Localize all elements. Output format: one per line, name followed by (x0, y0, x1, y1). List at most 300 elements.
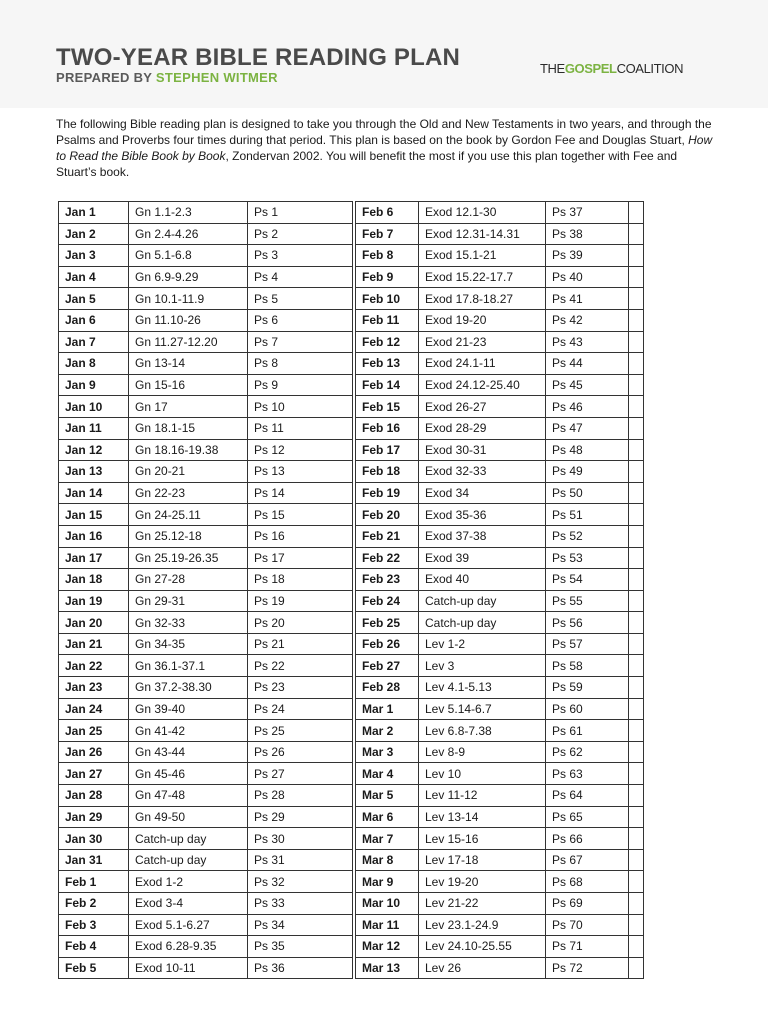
date-cell: Feb 6 (356, 202, 419, 224)
checkbox-cell[interactable] (629, 957, 644, 979)
reading-plan-table (58, 201, 644, 979)
reading-cell: Lev 13-14 (419, 806, 546, 828)
psalm-cell: Ps 62 (546, 741, 629, 763)
date-cell: Feb 26 (356, 633, 419, 655)
date-cell: Feb 20 (356, 504, 419, 526)
checkbox-cell[interactable] (629, 590, 644, 612)
reading-cell: Gn 6.9-9.29 (129, 266, 248, 288)
psalm-cell: Ps 56 (546, 612, 629, 634)
reading-cell: Gn 32-33 (129, 612, 248, 634)
table-row (59, 871, 644, 893)
psalm-cell: Ps 28 (248, 785, 353, 807)
reading-cell: Exod 35-36 (419, 504, 546, 526)
reading-cell: Exod 12.31-14.31 (419, 223, 546, 245)
reading-cell: Gn 25.12-18 (129, 525, 248, 547)
date-cell: Mar 1 (356, 698, 419, 720)
date-cell: Jan 4 (59, 266, 129, 288)
psalm-cell: Ps 6 (248, 309, 353, 331)
psalm-cell: Ps 4 (248, 266, 353, 288)
psalm-cell: Ps 48 (546, 439, 629, 461)
reading-cell: Lev 17-18 (419, 849, 546, 871)
psalm-cell: Ps 53 (546, 547, 629, 569)
table-row (59, 245, 644, 267)
reading-cell: Gn 24-25.11 (129, 504, 248, 526)
table-row (59, 612, 644, 634)
date-cell: Jan 11 (59, 417, 129, 439)
reading-cell: Gn 37.2-38.30 (129, 677, 248, 699)
table-row (59, 590, 644, 612)
psalm-cell: Ps 72 (546, 957, 629, 979)
table-row (59, 914, 644, 936)
psalm-cell: Ps 70 (546, 914, 629, 936)
reading-cell: Gn 13-14 (129, 353, 248, 375)
checkbox-cell[interactable] (629, 914, 644, 936)
checkbox-cell[interactable] (629, 871, 644, 893)
reading-cell: Gn 29-31 (129, 590, 248, 612)
psalm-cell: Ps 27 (248, 763, 353, 785)
date-cell: Feb 24 (356, 590, 419, 612)
reading-cell: Exod 6.28-9.35 (129, 936, 248, 958)
intro-paragraph (56, 116, 716, 180)
reading-cell: Lev 23.1-24.9 (419, 914, 546, 936)
date-cell: Feb 16 (356, 417, 419, 439)
reading-cell: Exod 30-31 (419, 439, 546, 461)
reading-cell: Lev 6.8-7.38 (419, 720, 546, 742)
reading-cell: Gn 1.1-2.3 (129, 202, 248, 224)
date-cell: Jan 3 (59, 245, 129, 267)
intro-text-2: , Zondervan 2002. You will benefit the most if you use this plan together with Fee and Stuart’s book. (56, 149, 678, 179)
date-cell: Jan 19 (59, 590, 129, 612)
checkbox-cell[interactable] (629, 569, 644, 591)
date-cell: Feb 23 (356, 569, 419, 591)
table-row (59, 633, 644, 655)
psalm-cell: Ps 33 (248, 893, 353, 915)
reading-cell: Exod 26-27 (419, 396, 546, 418)
reading-cell: Catch-up day (419, 590, 546, 612)
psalm-cell: Ps 67 (546, 849, 629, 871)
date-cell: Mar 8 (356, 849, 419, 871)
reading-cell: Gn 36.1-37.1 (129, 655, 248, 677)
psalm-cell: Ps 31 (248, 849, 353, 871)
reading-cell: Gn 47-48 (129, 785, 248, 807)
date-cell: Mar 2 (356, 720, 419, 742)
reading-cell: Gn 2.4-4.26 (129, 223, 248, 245)
reading-cell: Gn 18.1-15 (129, 417, 248, 439)
psalm-cell: Ps 16 (248, 525, 353, 547)
psalm-cell: Ps 34 (248, 914, 353, 936)
date-cell: Jan 6 (59, 309, 129, 331)
gospel-coalition-logo (540, 61, 683, 76)
psalm-cell: Ps 21 (248, 633, 353, 655)
psalm-cell: Ps 25 (248, 720, 353, 742)
reading-cell: Gn 45-46 (129, 763, 248, 785)
psalm-cell: Ps 61 (546, 720, 629, 742)
date-cell: Feb 11 (356, 309, 419, 331)
reading-cell: Exod 28-29 (419, 417, 546, 439)
psalm-cell: Ps 59 (546, 677, 629, 699)
table-row (59, 504, 644, 526)
intro-text-1: The following Bible reading plan is designed to take you through the Old and New Testaments in two years, and through the Psalms and Proverbs four times during that period. This plan is based on the book by Gordon Fee and Douglas Stuart, (56, 117, 712, 147)
date-cell: Feb 18 (356, 461, 419, 483)
checkbox-cell[interactable] (629, 785, 644, 807)
reading-cell: Exod 39 (419, 547, 546, 569)
reading-cell: Exod 40 (419, 569, 546, 591)
reading-cell: Lev 21-22 (419, 893, 546, 915)
psalm-cell: Ps 8 (248, 353, 353, 375)
date-cell: Jan 20 (59, 612, 129, 634)
date-cell: Jan 28 (59, 785, 129, 807)
date-cell: Jan 2 (59, 223, 129, 245)
reading-cell: Lev 4.1-5.13 (419, 677, 546, 699)
table-row (59, 417, 644, 439)
table-row (59, 439, 644, 461)
reading-cell: Catch-up day (129, 828, 248, 850)
date-cell: Jan 5 (59, 288, 129, 310)
date-cell: Jan 8 (59, 353, 129, 375)
checkbox-cell[interactable] (629, 525, 644, 547)
reading-cell: Gn 25.19-26.35 (129, 547, 248, 569)
psalm-cell: Ps 19 (248, 590, 353, 612)
reading-plan-body (59, 202, 644, 979)
psalm-cell: Ps 36 (248, 957, 353, 979)
intro-book-title: How to Read the Bible Book by Book (56, 133, 713, 163)
psalm-cell: Ps 24 (248, 698, 353, 720)
reading-cell: Exod 32-33 (419, 461, 546, 483)
psalm-cell: Ps 71 (546, 936, 629, 958)
checkbox-cell[interactable] (629, 849, 644, 871)
psalm-cell: Ps 29 (248, 806, 353, 828)
subtitle-prefix: PREPARED BY (56, 70, 156, 85)
psalm-cell: Ps 14 (248, 482, 353, 504)
psalm-cell: Ps 17 (248, 547, 353, 569)
table-row (59, 353, 644, 375)
reading-cell: Exod 12.1-30 (419, 202, 546, 224)
checkbox-cell[interactable] (629, 245, 644, 267)
date-cell: Jan 14 (59, 482, 129, 504)
psalm-cell: Ps 12 (248, 439, 353, 461)
date-cell: Feb 9 (356, 266, 419, 288)
table-row (59, 741, 644, 763)
psalm-cell: Ps 30 (248, 828, 353, 850)
date-cell: Feb 5 (59, 957, 129, 979)
date-cell: Mar 10 (356, 893, 419, 915)
psalm-cell: Ps 40 (546, 266, 629, 288)
date-cell: Jan 10 (59, 396, 129, 418)
psalm-cell: Ps 2 (248, 223, 353, 245)
reading-cell: Lev 11-12 (419, 785, 546, 807)
checkbox-cell[interactable] (629, 482, 644, 504)
reading-cell: Lev 10 (419, 763, 546, 785)
reading-cell: Exod 1-2 (129, 871, 248, 893)
date-cell: Mar 5 (356, 785, 419, 807)
psalm-cell: Ps 3 (248, 245, 353, 267)
table-row (59, 806, 644, 828)
psalm-cell: Ps 7 (248, 331, 353, 353)
date-cell: Feb 19 (356, 482, 419, 504)
psalm-cell: Ps 43 (546, 331, 629, 353)
checkbox-cell[interactable] (629, 677, 644, 699)
date-cell: Jan 27 (59, 763, 129, 785)
psalm-cell: Ps 37 (546, 202, 629, 224)
checkbox-cell[interactable] (629, 612, 644, 634)
table-row (59, 677, 644, 699)
logo-gospel: GOSPEL (564, 61, 617, 76)
reading-cell: Gn 11.10-26 (129, 309, 248, 331)
table-row (59, 331, 644, 353)
psalm-cell: Ps 10 (248, 396, 353, 418)
checkbox-cell[interactable] (629, 936, 644, 958)
date-cell: Jan 29 (59, 806, 129, 828)
date-cell: Jan 17 (59, 547, 129, 569)
date-cell: Feb 1 (59, 871, 129, 893)
table-row (59, 461, 644, 483)
reading-cell: Gn 41-42 (129, 720, 248, 742)
date-cell: Mar 7 (356, 828, 419, 850)
table-row (59, 569, 644, 591)
date-cell: Feb 15 (356, 396, 419, 418)
psalm-cell: Ps 44 (546, 353, 629, 375)
psalm-cell: Ps 49 (546, 461, 629, 483)
date-cell: Jan 18 (59, 569, 129, 591)
psalm-cell: Ps 11 (248, 417, 353, 439)
date-cell: Feb 25 (356, 612, 419, 634)
date-cell: Jan 24 (59, 698, 129, 720)
reading-cell: Lev 15-16 (419, 828, 546, 850)
reading-cell: Exod 15.22-17.7 (419, 266, 546, 288)
reading-cell: Gn 27-28 (129, 569, 248, 591)
date-cell: Feb 13 (356, 353, 419, 375)
date-cell: Jan 30 (59, 828, 129, 850)
psalm-cell: Ps 39 (546, 245, 629, 267)
psalm-cell: Ps 42 (546, 309, 629, 331)
checkbox-cell[interactable] (629, 633, 644, 655)
checkbox-cell[interactable] (629, 547, 644, 569)
date-cell: Feb 10 (356, 288, 419, 310)
table-row (59, 223, 644, 245)
table-row (59, 266, 644, 288)
reading-cell: Exod 10-11 (129, 957, 248, 979)
table-row (59, 288, 644, 310)
psalm-cell: Ps 46 (546, 396, 629, 418)
checkbox-cell[interactable] (629, 309, 644, 331)
psalm-cell: Ps 50 (546, 482, 629, 504)
psalm-cell: Ps 58 (546, 655, 629, 677)
psalm-cell: Ps 5 (248, 288, 353, 310)
date-cell: Mar 12 (356, 936, 419, 958)
date-cell: Jan 15 (59, 504, 129, 526)
table-row (59, 763, 644, 785)
psalm-cell: Ps 26 (248, 741, 353, 763)
psalm-cell: Ps 38 (546, 223, 629, 245)
date-cell: Feb 7 (356, 223, 419, 245)
psalm-cell: Ps 35 (248, 936, 353, 958)
psalm-cell: Ps 1 (248, 202, 353, 224)
checkbox-cell[interactable] (629, 439, 644, 461)
reading-cell: Gn 39-40 (129, 698, 248, 720)
table-row (59, 202, 644, 224)
psalm-cell: Ps 32 (248, 871, 353, 893)
checkbox-cell[interactable] (629, 698, 644, 720)
psalm-cell: Ps 22 (248, 655, 353, 677)
reading-cell: Exod 24.1-11 (419, 353, 546, 375)
psalm-cell: Ps 23 (248, 677, 353, 699)
reading-cell: Exod 21-23 (419, 331, 546, 353)
date-cell: Jan 21 (59, 633, 129, 655)
checkbox-cell[interactable] (629, 504, 644, 526)
checkbox-cell[interactable] (629, 288, 644, 310)
psalm-cell: Ps 18 (248, 569, 353, 591)
checkbox-cell[interactable] (629, 893, 644, 915)
psalm-cell: Ps 54 (546, 569, 629, 591)
date-cell: Jan 22 (59, 655, 129, 677)
page-title: TWO-YEAR BIBLE READING PLAN (56, 44, 461, 71)
reading-cell: Exod 24.12-25.40 (419, 374, 546, 396)
date-cell: Feb 27 (356, 655, 419, 677)
date-cell: Mar 11 (356, 914, 419, 936)
table-row (59, 828, 644, 850)
table-row (59, 893, 644, 915)
table-row (59, 698, 644, 720)
table-row (59, 374, 644, 396)
checkbox-cell[interactable] (629, 720, 644, 742)
date-cell: Jan 25 (59, 720, 129, 742)
reading-cell: Lev 26 (419, 957, 546, 979)
checkbox-cell[interactable] (629, 396, 644, 418)
reading-cell: Gn 11.27-12.20 (129, 331, 248, 353)
date-cell: Mar 3 (356, 741, 419, 763)
reading-cell: Lev 1-2 (419, 633, 546, 655)
reading-cell: Gn 10.1-11.9 (129, 288, 248, 310)
psalm-cell: Ps 15 (248, 504, 353, 526)
reading-cell: Lev 5.14-6.7 (419, 698, 546, 720)
date-cell: Feb 2 (59, 893, 129, 915)
date-cell: Mar 6 (356, 806, 419, 828)
date-cell: Jan 31 (59, 849, 129, 871)
date-cell: Jan 7 (59, 331, 129, 353)
reading-cell: Lev 3 (419, 655, 546, 677)
table-row (59, 547, 644, 569)
psalm-cell: Ps 9 (248, 374, 353, 396)
reading-cell: Lev 19-20 (419, 871, 546, 893)
date-cell: Feb 21 (356, 525, 419, 547)
reading-cell: Gn 22-23 (129, 482, 248, 504)
psalm-cell: Ps 45 (546, 374, 629, 396)
psalm-cell: Ps 55 (546, 590, 629, 612)
subtitle-author: STEPHEN WITMER (155, 70, 278, 85)
checkbox-cell[interactable] (629, 741, 644, 763)
psalm-cell: Ps 13 (248, 461, 353, 483)
table-row (59, 720, 644, 742)
reading-cell: Exod 19-20 (419, 309, 546, 331)
checkbox-cell[interactable] (629, 374, 644, 396)
reading-cell: Gn 43-44 (129, 741, 248, 763)
date-cell: Jan 12 (59, 439, 129, 461)
psalm-cell: Ps 51 (546, 504, 629, 526)
reading-cell: Gn 17 (129, 396, 248, 418)
checkbox-cell[interactable] (629, 763, 644, 785)
checkbox-cell[interactable] (629, 417, 644, 439)
checkbox-cell[interactable] (629, 353, 644, 375)
psalm-cell: Ps 63 (546, 763, 629, 785)
psalm-cell: Ps 20 (248, 612, 353, 634)
reading-cell: Exod 37-38 (419, 525, 546, 547)
table-row (59, 525, 644, 547)
reading-cell: Gn 5.1-6.8 (129, 245, 248, 267)
psalm-cell: Ps 52 (546, 525, 629, 547)
table-row (59, 396, 644, 418)
table-row (59, 957, 644, 979)
reading-cell: Exod 5.1-6.27 (129, 914, 248, 936)
checkbox-cell[interactable] (629, 202, 644, 224)
reading-cell: Catch-up day (419, 612, 546, 634)
date-cell: Jan 13 (59, 461, 129, 483)
reading-cell: Gn 49-50 (129, 806, 248, 828)
psalm-cell: Ps 66 (546, 828, 629, 850)
logo-the: THE (540, 61, 565, 76)
checkbox-cell[interactable] (629, 461, 644, 483)
date-cell: Feb 14 (356, 374, 419, 396)
checkbox-cell[interactable] (629, 266, 644, 288)
psalm-cell: Ps 47 (546, 417, 629, 439)
table-row (59, 785, 644, 807)
psalm-cell: Ps 60 (546, 698, 629, 720)
reading-cell: Gn 15-16 (129, 374, 248, 396)
date-cell: Jan 1 (59, 202, 129, 224)
date-cell: Mar 9 (356, 871, 419, 893)
reading-cell: Exod 17.8-18.27 (419, 288, 546, 310)
psalm-cell: Ps 64 (546, 785, 629, 807)
reading-cell: Lev 24.10-25.55 (419, 936, 546, 958)
psalm-cell: Ps 65 (546, 806, 629, 828)
date-cell: Jan 9 (59, 374, 129, 396)
reading-cell: Gn 34-35 (129, 633, 248, 655)
reading-cell: Catch-up day (129, 849, 248, 871)
reading-cell: Exod 3-4 (129, 893, 248, 915)
checkbox-cell[interactable] (629, 828, 644, 850)
reading-cell: Exod 34 (419, 482, 546, 504)
date-cell: Feb 22 (356, 547, 419, 569)
date-cell: Feb 28 (356, 677, 419, 699)
table-row (59, 655, 644, 677)
date-cell: Jan 26 (59, 741, 129, 763)
psalm-cell: Ps 68 (546, 871, 629, 893)
reading-cell: Gn 18.16-19.38 (129, 439, 248, 461)
checkbox-cell[interactable] (629, 331, 644, 353)
date-cell: Jan 23 (59, 677, 129, 699)
logo-coalition: COALITION (616, 61, 684, 76)
table-row (59, 936, 644, 958)
table-row (59, 482, 644, 504)
reading-cell: Exod 15.1-21 (419, 245, 546, 267)
date-cell: Mar 13 (356, 957, 419, 979)
checkbox-cell[interactable] (629, 806, 644, 828)
psalm-cell: Ps 57 (546, 633, 629, 655)
date-cell: Jan 16 (59, 525, 129, 547)
psalm-cell: Ps 41 (546, 288, 629, 310)
table-row (59, 309, 644, 331)
page-subtitle (56, 70, 278, 85)
checkbox-cell[interactable] (629, 223, 644, 245)
reading-cell: Gn 20-21 (129, 461, 248, 483)
psalm-cell: Ps 69 (546, 893, 629, 915)
date-cell: Feb 3 (59, 914, 129, 936)
date-cell: Feb 8 (356, 245, 419, 267)
table-row (59, 849, 644, 871)
date-cell: Feb 4 (59, 936, 129, 958)
date-cell: Mar 4 (356, 763, 419, 785)
checkbox-cell[interactable] (629, 655, 644, 677)
date-cell: Feb 12 (356, 331, 419, 353)
